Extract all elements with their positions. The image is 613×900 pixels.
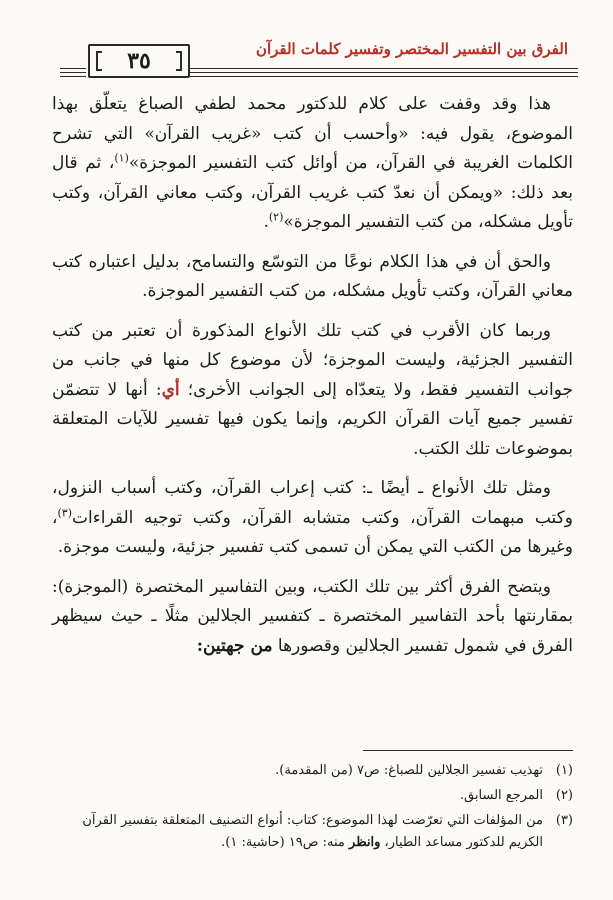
footnotes [52, 760, 573, 857]
header-rule [60, 76, 86, 77]
text-run: ، وغيرها من الكتب التي يمكن أن تسمى كتب تفسير جزئية، وليست موجزة. [52, 507, 573, 557]
paragraph-1 [52, 90, 573, 238]
footnote-separator [363, 750, 573, 751]
footnote-number: (٣) [555, 813, 573, 828]
page-number-text: ٣٥ [127, 48, 151, 74]
text-run: منه: ص١٩ (حاشية: ١). [221, 835, 345, 850]
running-title: الفرق بين التفسير المختصر وتفسير كلمات القرآن [255, 40, 568, 58]
footnote-1 [52, 760, 573, 782]
paragraph-4 [52, 474, 573, 563]
text-run: ، ثم قال بعد ذلك: «ويمكن أن نعدّ كتب غريب القرآن، وكتب معاني القرآن، وكتب تأويل مشكله، من كتب التفسير الموجزة» [52, 153, 573, 232]
text-run: هذا وقد وقفت على كلام للدكتور محمد لطفي الصباغ يتعلّق بهذا الموضوع، يقول فيه: «وأحسب أن كتب «غريب القرآن» التي تشرح الكلمات الغريبة في القرآن، من أوائل كتب التفسير الموجزة» [52, 94, 573, 173]
header-rule [60, 72, 86, 73]
paragraph-5 [52, 573, 573, 662]
header-rule [190, 76, 578, 77]
footnote-text [52, 810, 543, 854]
bold-phrase: من جهتين: [196, 635, 273, 656]
footnote-number: (٢) [555, 788, 573, 803]
text-run: . [263, 212, 269, 232]
header-rule [190, 68, 578, 69]
page-number [88, 44, 190, 78]
footnote-ref-2[interactable]: (٢) [268, 210, 284, 224]
text-run: ومثل تلك الأنواع ـ أيضًا ـ: كتب إعراب القرآن، وكتب أسباب النزول، وكتب مبهمات القرآن، وكتب متشابه القرآن، وكتب توجيه القراءات [52, 478, 573, 528]
text-run: وربما كان الأقرب في كتب تلك الأنواع المذكورة أن تعتبر من كتب التفسير الجزئية، وليست الموجزة؛ لأن موضوع كل منها في جانب من جوانب التفسير فقط، ولا يتعدّاه إلى الجوانب الأخرى؛ [52, 320, 573, 400]
footnote-ref-1[interactable]: (١) [114, 151, 129, 165]
text-run: ويتضح الفرق أكثر بين تلك الكتب، وبين التفاسير المختصرة (الموجزة): بمقارنتها بأحد التفاسير المختصرة ـ كتفسير الجلالين مثلًا ـ حيث سيظهر الفرق في شمول تفسير الجلالين وقصورها [52, 576, 573, 656]
footnote-text: المرجع السابق. [459, 788, 543, 803]
bold-phrase: وانظر [349, 835, 381, 850]
paragraph-2: والحق أن في هذا الكلام نوعًا من التوسّع والتسامح، بدليل اعتباره كتب معاني القرآن، وكتب تأويل مشكله، من كتب التفسير الموجزة. [52, 251, 573, 301]
footnote-2 [52, 785, 573, 807]
main-text [52, 90, 573, 661]
page-header [60, 30, 578, 80]
footnote-text: تهذيب تفسير الجلالين للصباغ: ص٧ (من المقدمة). [275, 763, 543, 778]
paragraph-3 [52, 317, 573, 465]
text-run: : أنها لا تتضمّن تفسير جميع آيات القرآن الكريم، وإنما يكون فيها تفسير للآيات المتعلقة بموضوعات تلك الكتب. [52, 379, 573, 459]
text-run: من المؤلفات التي تعرّضت لهذا الموضوع: كتاب: أنواع التصنيف المتعلقة بتفسير القرآن الكريم للدكتور مساعد الطيار، [82, 813, 543, 850]
footnote-number: (١) [555, 763, 573, 778]
header-rule [190, 72, 578, 73]
header-rule [60, 68, 86, 69]
footnote-3 [52, 810, 573, 854]
highlighted-word: أي [161, 379, 180, 400]
footnote-ref-3[interactable]: (٣) [57, 505, 73, 519]
